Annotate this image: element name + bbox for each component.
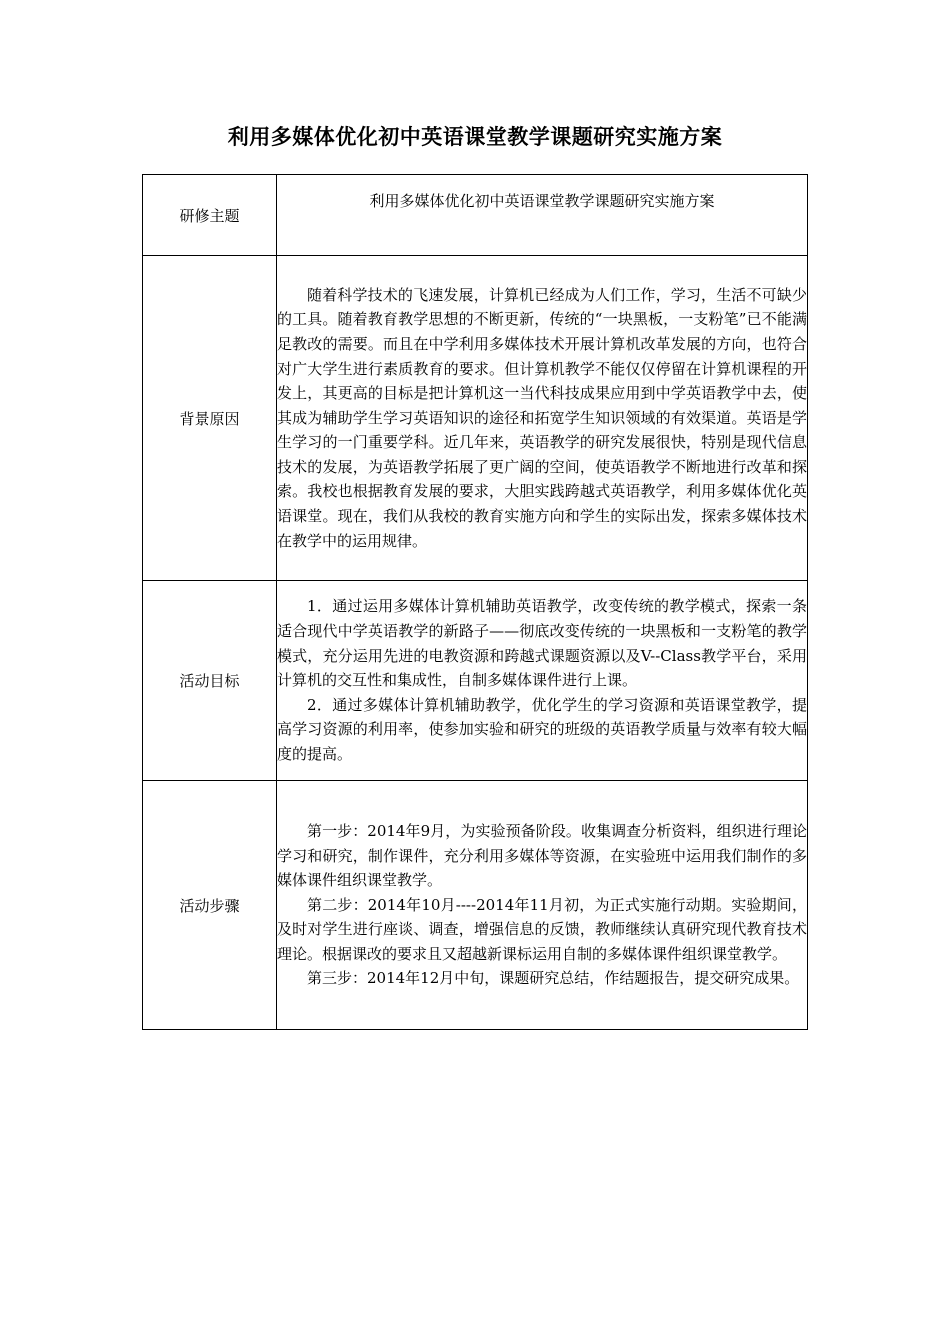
step-paragraph-1: 第一步：2014年9月，为实验预备阶段。收集调查分析资料，组织进行理论学习和研究，制作课件，充分利用多媒体等资源，在实验班中运用我们制作的多媒体课件组织课堂教学。 (277, 821, 807, 890)
steps-label: 活动步骤 (143, 781, 277, 1030)
table-row-topic (143, 175, 808, 256)
goal-paragraph-2: 2．通过多媒体计算机辅助教学，优化学生的学习资源和英语课堂教学，提高学习资源的利用率，使参加实验和研究的班级的英语教学质量与效率有较大幅度的提高。 (277, 695, 807, 763)
goal-paragraph-1: 1．通过运用多媒体计算机辅助英语教学，改变传统的教学模式，探索一条适合现代中学英语教学的新路子——彻底改变传统的一块黑板和一支粉笔的教学模式，充分运用先进的电教资源和跨越式课题资源以及V--Class教学平台，采用计算机的交互性和集成性，自制多媒体课件进行上课。 (277, 597, 807, 690)
background-content (277, 256, 808, 581)
goals-label: 活动目标 (143, 581, 277, 781)
plan-table (142, 174, 808, 1030)
topic-value: 利用多媒体优化初中英语课堂教学课题研究实施方案 (277, 175, 808, 256)
background-label: 背景原因 (143, 256, 277, 581)
background-paragraph: 随着科学技术的飞速发展，计算机已经成为人们工作，学习，生活不可缺少的工具。随着教育教学思想的不断更新，传统的“一块黑板，一支粉笔”已不能满足教改的需要。而且在中学利用多媒体技术开展计算机改革发展的方向，也符合对广大学生进行素质教育的要求。但计算机教学不能仅仅停留在计算机课程的开发上，其更高的目标是把计算机这一当代科技成果应用到中学英语教学中去，使其成为辅助学生学习英语知识的途径和拓宽学生知识领域的有效渠道。英语是学生学习的一门重要学科。近几年来，英语教学的研究发展很快，特别是现代信息技术的发展，为英语教学拓展了更广阔的空间，使英语教学不断地进行改革和探索。我校也根据教育发展的要求，大胆实践跨越式英语教学，利用多媒体优化英语课堂。现在，我们从我校的教育实施方向和学生的实际出发，探索多媒体技术在教学中的运用规律。 (277, 285, 807, 550)
table-row-steps (143, 781, 808, 1030)
page-title: 利用多媒体优化初中英语课堂教学课题研究实施方案 (227, 125, 723, 149)
table-row-goals (143, 581, 808, 781)
topic-label: 研修主题 (143, 175, 277, 256)
step-paragraph-3: 第三步：2014年12月中旬，课题研究总结，作结题报告，提交研究成果。 (307, 969, 800, 988)
steps-content (277, 781, 808, 1030)
step-paragraph-2: 第二步：2014年10月----2014年11月初，为正式实施行动期。实验期间，及时对学生进行座谈、调查，增强信息的反馈，教师继续认真研究现代教育技术理论。根据课改的要求且又超越新课标运用自制的多媒体课件组织课堂教学。 (277, 895, 807, 963)
table-row-background (143, 256, 808, 581)
goals-content (277, 581, 808, 781)
